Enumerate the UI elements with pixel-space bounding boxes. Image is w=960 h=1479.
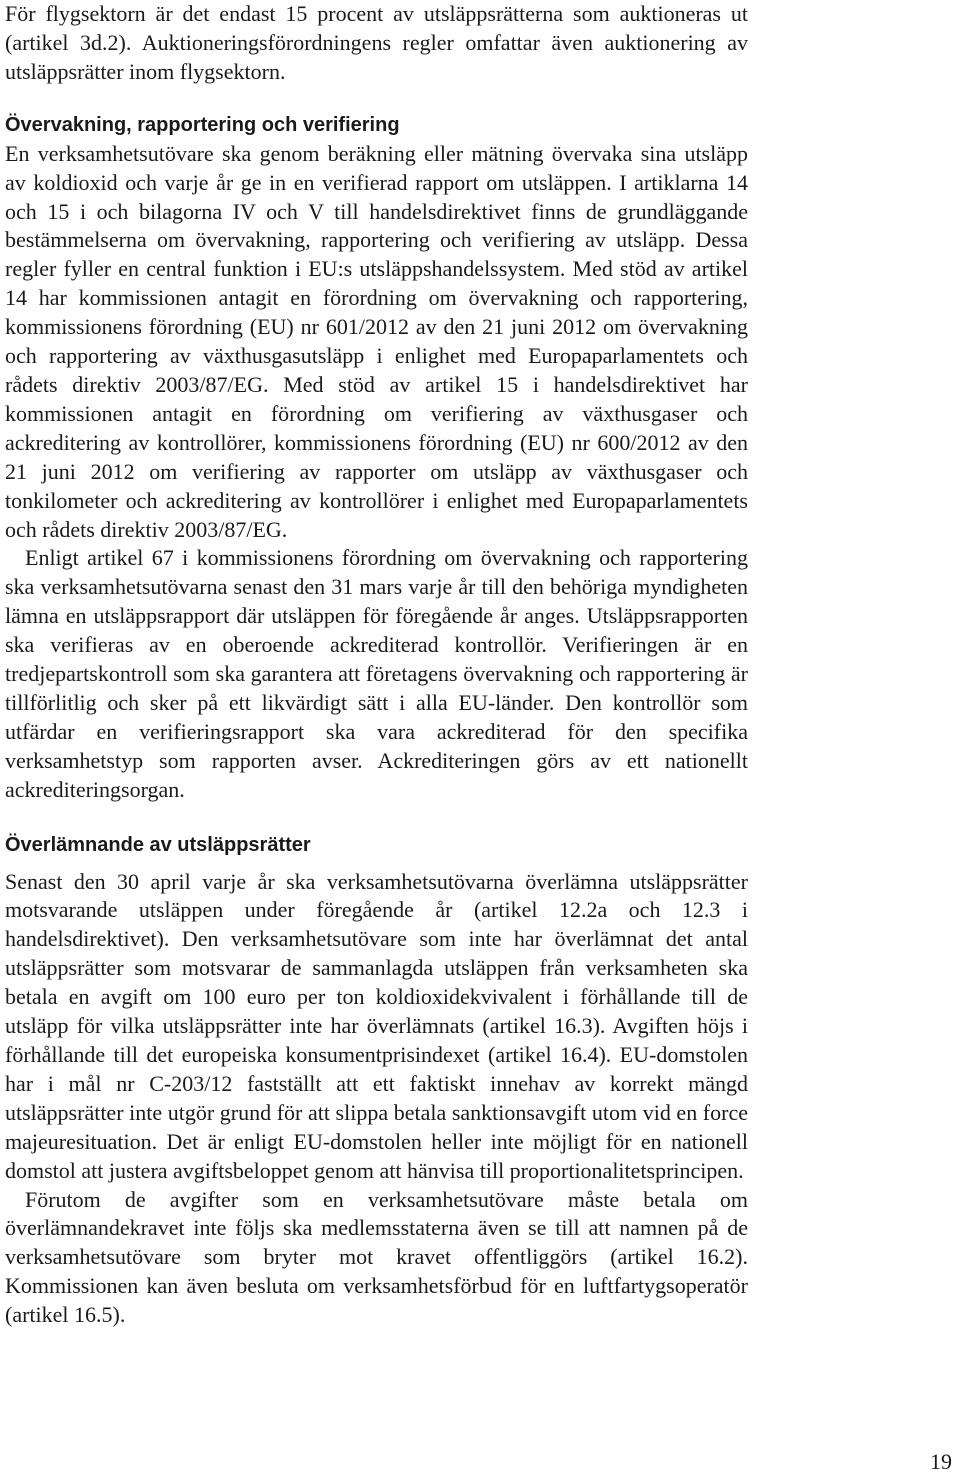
document-page	[5, 0, 748, 1330]
paragraph-surrender-1: Senast den 30 april varje år ska verksamhetsutövarna överlämna utsläppsrätter motsvarande utsläppen under föregående år (artikel 12.2a och 12.3 i handelsdirektivet). Den verksamhetsutövare som inte har överlämnat det antal utsläppsrätter som motsvarar de sammanlagda utsläppen från verksamheten ska betala en avgift om 100 euro per ton koldioxidekvivalent i förhållande till de utsläpp för vilka utsläppsrätter inte har överlämnats (artikel 16.3). Avgiften höjs i förhållande till det europeiska konsumentprisindexet (artikel 16.4). EU-domstolen har i mål nr C-203/12 fastställt att ett faktiskt innehav av korrekt mängd utsläppsrätter inte utgör grund för att slippa betala sanktionsavgift utom vid en force majeuresituation. Det är enligt EU-domstolen heller inte möjligt för en nationell domstol att justera avgiftsbeloppet genom att hänvisa till proportionalitetsprincipen.	[5, 868, 748, 1183]
paragraph-monitoring-2: Enligt artikel 67 i kommissionens förordning om övervakning och rapportering ska verksamhetsutövarna senast den 31 mars varje år till den behöriga myndigheten lämna en utsläppsrapport där utsläppen för föregående år anges. Utsläppsrapporten ska verifieras av en oberoende ackrediterad kontrollör. Verifieringen är en tredjepartskontroll som ska garantera att företagens övervakning och rapportering är tillförlitlig och sker på ett likvärdigt sätt i alla EU-länder. Den kontrollör som utfärdar en verifieringsrapport ska vara ackrediterad för den specifika verksamhetstyp som rapporten avser. Ackrediteringen görs av ett nationellt ackrediteringsorgan.	[5, 545, 748, 802]
intro-paragraph: För flygsektorn är det endast 15 procent av utsläppsrätterna som auktioneras ut (artikel 3d.2). Auktioneringsförordningens regler omfattar även auktionering av utsläppsrätter inom flygsektorn.	[5, 1, 748, 84]
section-heading-monitoring: Övervakning, rapportering och verifiering	[5, 113, 400, 136]
page-number: 19	[930, 1449, 952, 1474]
section-heading-surrender: Överlämnande av utsläppsrätter	[5, 833, 311, 856]
paragraph-monitoring-1: En verksamhetsutövare ska genom beräkning eller mätning övervaka sina utsläpp av koldioxid och varje år ge in en verifierad rapport om utsläppen. I artiklarna 14 och 15 i och bilagorna IV och V till handelsdirektivet finns de grundläggande bestämmelserna om övervakning, rapportering och verifiering av utsläpp. Dessa regler fyller en central funktion i EU:s utsläppshandelssystem. Med stöd av artikel 14 har kommissionen antagit en förordning om övervakning och rapportering, kommissionens förordning (EU) nr 601/2012 av den 21 juni 2012 om övervakning och rapportering av växthusgasutsläpp i enlighet med Europaparlamentets och rådets direktiv 2003/87/EG. Med stöd av artikel 15 i handelsdirektivet har kommissionen antagit en förordning om verifiering av växthusgaser och ackreditering av kontrollörer, kommissionens förordning (EU) nr 600/2012 av den 21 juni 2012 om verifiering av rapporter om utsläpp av växthusgaser och tonkilometer och ackreditering av kontrollörer i enlighet med Europaparlamentets och rådets direktiv 2003/87/EG.	[5, 140, 748, 542]
paragraph-surrender-2: Förutom de avgifter som en verksamhetsutövare måste betala om överlämnandekravet inte följs ska medlemsstaterna även se till att namnen på de verksamhetsutövare som bryter mot kravet offentliggörs (artikel 16.2). Kommissionen kan även besluta om verksamhetsförbud för en luftfartygsoperatör (artikel 16.5).	[5, 1186, 748, 1328]
